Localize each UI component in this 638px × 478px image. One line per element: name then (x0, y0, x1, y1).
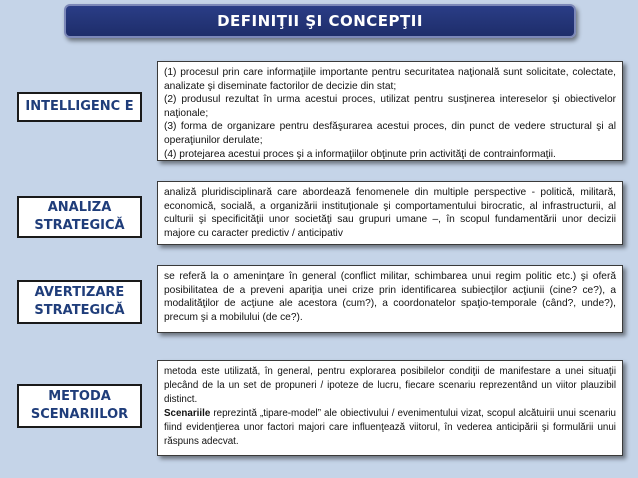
label-line: SCENARIILOR (30, 407, 129, 422)
label-line: STRATEGICĂ (34, 303, 125, 318)
label-line: AVERTIZARE (34, 285, 125, 300)
definition-continuation: reprezintă „tipare-model” ale obiectivului / evenimentului vizat, scopul alcătuirii unui scenariu fiind evidenţierea unor factori majori care influenţează viitorul, în vederea anticipării şi formulării unui răspuns adecvat. (164, 408, 616, 447)
bold-term: Scenariile (164, 408, 211, 419)
label-line: ANALIZA (47, 200, 112, 215)
definition-avertizare-strategica (157, 265, 623, 333)
title-banner (64, 4, 576, 38)
definition-item-1: (1) procesul prin care informaţiile importante pentru securitatea naţională sunt solicitate, colectate, analizate şi diseminate factorilor de decizie din stat; (164, 67, 616, 92)
label-intelligence-text: INTELLIGENC E (25, 99, 134, 114)
page-title: DEFINIŢII ŞI CONCEPŢII (217, 12, 423, 30)
label-avertizare-strategica (17, 280, 142, 324)
label-intelligence (17, 92, 142, 122)
definition-text-2 (164, 407, 616, 449)
definition-metoda-scenariilor (157, 360, 623, 456)
label-line: METODA (48, 389, 111, 404)
definition-item-2: (2) produsul rezultat în urma acestui proces, utilizat pentru susţinerea intereselor şi obiectivelor naţionale; (164, 94, 616, 119)
definition-intelligence (157, 61, 623, 161)
label-metoda-scenariilor (17, 384, 142, 428)
definition-text: analiză pluridisciplinară care abordează fenomenele din multiple perspective - politică, militară, economică, socială, a organizării instituţionale şi comportamentului birocratic, al infrastructurii, al culturii şi specificităţii unor societăţi sau grupuri umane –, în scopul fundamentării unor decizii majore cu caracter predictiv / anticipativ (164, 187, 616, 239)
definition-item-4: (4) protejarea acestui proces şi a informaţiilor obţinute prin activităţi de contrainformaţii. (164, 148, 556, 160)
definition-text: se referă la o ameninţare în general (conflict militar, schimbarea unui regim politic etc.) şi oferă posibilitatea de a preveni apariţia unei crize prin identificarea subiecţilor acţiunii (cine? ce?), a modalităţilor de acţiune ale acestora (cum?), a coordonatelor spaţio-temporale (când?, unde?), precum şi a mobilului (de ce?). (164, 271, 616, 323)
label-analiza-strategica (17, 196, 142, 238)
definition-analiza-strategica (157, 181, 623, 245)
definition-item-3: (3) forma de organizare pentru desfăşurarea acestui proces, din punct de vedere structural şi al operaţiunilor derulate; (164, 121, 616, 146)
label-line: STRATEGICĂ (34, 218, 125, 233)
definition-text: metoda este utilizată, în general, pentru explorarea posibilelor condiţii de manifestare a unei situaţii plecând de la un set de propuneri / ipoteze de lucru, fiecare scenariu reprezentând un viitor plauzibil distinct. (164, 366, 616, 405)
